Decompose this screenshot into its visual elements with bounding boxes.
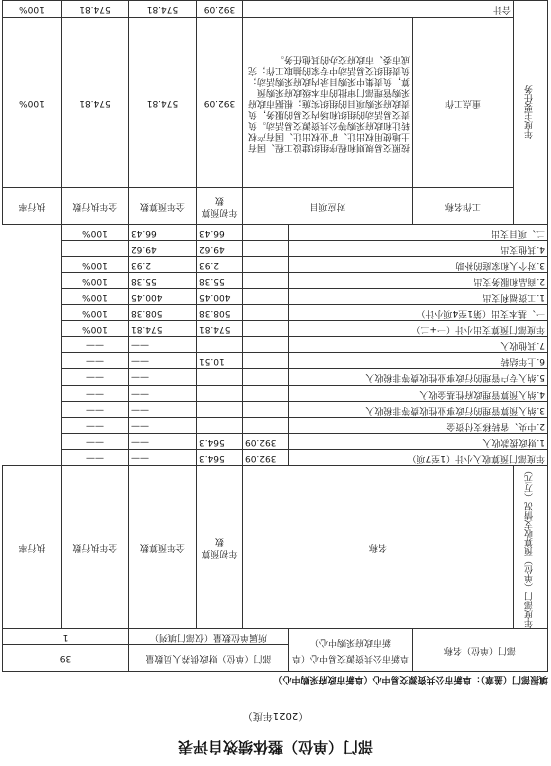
budget-row-rate: 100%: [61, 305, 128, 321]
budget-row-rate: ——: [61, 417, 128, 433]
budget-row-exec: 574.81: [128, 321, 196, 337]
tasks-header-row: [2, 187, 547, 224]
budget-row-full: 564.3: [196, 449, 242, 465]
dept-name-label: 部门（单位）名称: [413, 629, 548, 672]
budget-row-full: 2.93: [196, 256, 242, 272]
subunit-count-value: 1: [2, 629, 128, 645]
budget-row-exec: ——: [128, 449, 196, 465]
budget-row-name: 4.纳入预算管理政府性基金收入: [288, 385, 547, 401]
header-row-1: [2, 645, 547, 672]
budget-row-initial: [242, 224, 288, 240]
budget-row-rate: 100%: [61, 288, 128, 304]
budget-row-name: 5.纳入专户管理的行政事业性收费等非税收入: [288, 369, 547, 385]
task-total-rate: 100%: [2, 0, 61, 17]
budget-col-exec: 全年执行数: [61, 466, 128, 629]
budget-col-full: 全年预算数: [128, 466, 196, 629]
budget-row-full: 66.43: [196, 224, 242, 240]
subunit-count-label: 所属单位数量（仅部门填列）: [128, 629, 288, 645]
budget-row-rate: 100%: [61, 272, 128, 288]
budget-row: [2, 401, 547, 417]
budget-row-initial: [242, 337, 288, 353]
tasks-col-initial: 年初预算数: [196, 187, 242, 224]
budget-row-rate: 100%: [61, 321, 128, 337]
task-full-budget: 574.81: [128, 17, 196, 187]
budget-row-full: 564.3: [196, 433, 242, 449]
task-total-full: 574.81: [128, 0, 196, 17]
tasks-col-name: 工作名称: [413, 187, 514, 224]
budget-row-name: 6.上年结转: [288, 353, 547, 369]
budget-row-exec: 66.43: [128, 224, 196, 240]
budget-row-rate: ——: [61, 385, 128, 401]
tasks-col-exec: 全年执行数: [61, 187, 128, 224]
budget-row-rate: ——: [61, 433, 128, 449]
budget-row: [2, 385, 547, 401]
budget-row-initial: [242, 305, 288, 321]
budget-row: [2, 433, 547, 449]
budget-row: [2, 240, 547, 256]
task-initial-budget: 392.09: [196, 17, 242, 187]
budget-row-name: 2.中央、省转移支付资金: [288, 417, 547, 433]
form-title: 部门（单位）整体绩效自评表: [178, 738, 374, 756]
budget-row-name: 3.纳入预算管理的行政事业性收费等非税收入: [288, 401, 547, 417]
budget-row-full: 400.45: [196, 288, 242, 304]
budget-row-full: [196, 417, 242, 433]
budget-row-exec: ——: [128, 353, 196, 369]
budget-row-name: 二、项目支出: [288, 224, 547, 240]
task-name: 重点工作: [413, 17, 514, 187]
budget-row-rate: ——: [61, 449, 128, 465]
budget-row-initial: [242, 401, 288, 417]
budget-row-initial: [242, 288, 288, 304]
budget-row-initial: [242, 369, 288, 385]
budget-row-name: 2.商品和服务支出: [288, 272, 547, 288]
budget-row: [2, 449, 547, 465]
budget-rows: [2, 224, 547, 465]
task-full-exec: 574.81: [61, 17, 128, 187]
budget-row-full: [196, 385, 242, 401]
task-rate: 100%: [2, 17, 61, 187]
budget-row-initial: [242, 417, 288, 433]
staff-count-value: 39: [2, 645, 128, 672]
budget-row-exec: ——: [128, 401, 196, 417]
budget-row: [2, 337, 547, 353]
budget-row-rate: ——: [61, 369, 128, 385]
budget-row-name: 年度部门预算收入小计（1至7项）: [288, 449, 547, 465]
budget-row-name: 7.其他收入: [288, 337, 547, 353]
budget-row-rate: ——: [61, 401, 128, 417]
evaluation-table: [2, 0, 548, 672]
budget-row: [2, 272, 547, 288]
fill-unit-line: 填报部门（盖章）：阜新市公共资源交易中心（阜新市政府采购中心）: [273, 674, 548, 684]
budget-row-rate: ——: [61, 353, 128, 369]
budget-row-full: 10.51: [196, 353, 242, 369]
budget-row-rate: 100%: [61, 256, 128, 272]
budget-row-full: [196, 337, 242, 353]
task-row: [2, 17, 547, 187]
budget-row-exec: 49.62: [128, 240, 196, 256]
budget-row-full: 49.62: [196, 240, 242, 256]
budget-row-full: 508.38: [196, 305, 242, 321]
budget-row: [2, 256, 547, 272]
budget-row-initial: [242, 256, 288, 272]
form-year: （2021年度）: [242, 710, 309, 721]
budget-row: [2, 417, 547, 433]
budget-row-exec: 508.38: [128, 305, 196, 321]
budget-row-rate: [61, 240, 128, 256]
budget-row-name: 一、基本支出（第1至4项小计）: [288, 305, 547, 321]
budget-row-initial: 392.09: [242, 433, 288, 449]
budget-header-row: [2, 466, 547, 629]
budget-row-name: 1.财政拨款收入: [288, 433, 547, 449]
budget-row-initial: 392.09: [242, 449, 288, 465]
tasks-col-rate: 执行率: [2, 187, 61, 224]
budget-row-initial: [242, 321, 288, 337]
task-total-label: 合计: [242, 0, 513, 17]
budget-row-exec: ——: [128, 385, 196, 401]
budget-row: [2, 305, 547, 321]
budget-row-exec: 55.38: [128, 272, 196, 288]
budget-row-name: 4.其他支出: [288, 240, 547, 256]
budget-row-initial: [242, 272, 288, 288]
budget-row-full: 55.38: [196, 272, 242, 288]
budget-row: [2, 353, 547, 369]
budget-row: [2, 224, 547, 240]
budget-row-exec: ——: [128, 369, 196, 385]
budget-row-full: [196, 369, 242, 385]
budget-row-exec: ——: [128, 433, 196, 449]
budget-row-name: 3.对个人和家庭的补助: [288, 256, 547, 272]
task-total-row: [2, 0, 547, 17]
budget-col-rate: 执行率: [2, 466, 61, 629]
budget-row-exec: ——: [128, 337, 196, 353]
budget-row: [2, 321, 547, 337]
budget-row-initial: [242, 240, 288, 256]
budget-col-initial: 年初预算数: [196, 466, 242, 629]
budget-row: [2, 288, 547, 304]
dept-name-value: 阜新市公共资源交易中心（阜新市政府采购中心）: [288, 629, 412, 672]
task-description: 按照交易规则和程序组织建设工程、国有土地使用权出让、矿业权出让、国有产权转让和政府采购等公共资源交易活动。负责交易活动的组织和场内交易的服务，负责政府采购项目的组织实施；根据市政府采购管理部门审批的市本级政府采购预算，负责集中采购目录内政府采购活动；负责组织交易活动中专家的抽取工作；完成市委、市政府交办的其他任务。: [242, 17, 412, 187]
budget-row-exec: ——: [128, 417, 196, 433]
tasks-section-label: 年度主要任务: [514, 0, 548, 224]
budget-row-name: 年度部门预算支出小计（一+二）: [288, 321, 547, 337]
budget-row-rate: ——: [61, 337, 128, 353]
tasks-col-project: 对应项目: [242, 187, 412, 224]
budget-row-exec: 2.93: [128, 256, 196, 272]
budget-row-initial: [242, 353, 288, 369]
budget-section-label: 年度部门（单位）预算收支情况（万元）: [514, 466, 548, 629]
budget-col-name: 名称: [242, 466, 513, 629]
budget-row-rate: 100%: [61, 224, 128, 240]
budget-row-full: 574.81: [196, 321, 242, 337]
budget-row-exec: 400.45: [128, 288, 196, 304]
task-total-initial: 392.09: [196, 0, 242, 17]
staff-count-label: 部门（单位）财政供养人员数量: [128, 645, 288, 672]
budget-row-name: 1.工资福利支出: [288, 288, 547, 304]
budget-row-full: [196, 401, 242, 417]
task-total-exec: 574.81: [61, 0, 128, 17]
budget-row-initial: [242, 385, 288, 401]
budget-row: [2, 369, 547, 385]
tasks-col-full: 全年预算数: [128, 187, 196, 224]
